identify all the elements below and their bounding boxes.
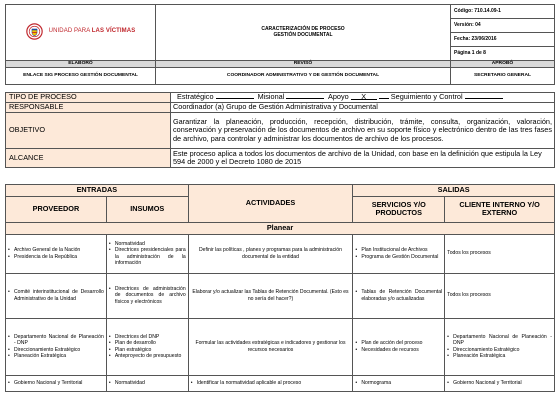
table-row — [6, 318, 555, 375]
alcance-label: ALCANCE — [6, 149, 171, 168]
responsable-label: RESPONSABLE — [6, 103, 171, 113]
list-item: • Planeación Estratégica — [447, 353, 552, 359]
tipo-apoyo: Apoyo — [328, 92, 349, 102]
table-row — [6, 234, 555, 273]
logo-emphasis: LAS VÍCTIMAS — [91, 27, 136, 34]
list-item: • Departamento Nacional de Planeación - DNP — [8, 334, 104, 346]
objetivo-value: Garantizar la planeación, producción, recepción, distribución, trámite, consulta, organización, valoración, conservación y preservación de los documentos de archivo en su soporte físico y electrónico dentro de las tres fases de archivo, para controlar y administrar los documentos de archivo de los procesos. — [171, 113, 555, 149]
list-item: • Identificar la normatividad aplicable al proceso — [191, 380, 351, 386]
tipo-misional: Misional — [257, 92, 285, 102]
servicios-header: SERVICIOS Y/O PRODUCTOS — [353, 196, 445, 222]
client-cell: Todos los procesos — [445, 234, 555, 273]
list-item: • Normatividad — [109, 380, 186, 386]
aprobo-value: SECRETARIO GENERAL — [451, 68, 555, 85]
coat-of-arms-icon — [26, 23, 43, 40]
list-item: • Planeación Estratégica — [8, 353, 104, 359]
list-item: • Gobierno Nacional y Territorial — [447, 380, 552, 386]
document-header — [5, 4, 555, 85]
document-version: Versión: 04 — [451, 19, 555, 33]
list-item: • Presidencia de la República — [8, 254, 104, 260]
process-flow-table — [5, 184, 555, 392]
tipo-estrategico: Estratégico — [177, 92, 214, 102]
aprobo-label: APROBÓ — [451, 61, 555, 68]
list-item: • Tablas de Retención Documental elaboradas y/o actualizadas — [355, 289, 442, 301]
list-item: • Plan Institucional de Archivos — [355, 247, 442, 253]
entradas-header: ENTRADAS — [6, 185, 189, 197]
logo-cell — [6, 5, 156, 61]
document-date: Fecha: 23/06/2016 — [451, 33, 555, 47]
activity-cell: Definir las políticas , planes y programas para la administración documental de la entidad — [188, 234, 353, 273]
alcance-value: Este proceso aplica a todos los documentos de archivo de la Unidad, con base en la definición que estipula la Ley 594 de 2000 y el Decreto 1080 de 2015 — [171, 149, 555, 168]
insumos-header: INSUMOS — [106, 196, 188, 222]
list-item: • Direccionamiento Estratégico — [447, 347, 552, 353]
reviso-label: REVISÓ — [156, 61, 451, 68]
list-item: • Normograma — [355, 380, 442, 386]
list-item: • Directrices del DNP — [109, 334, 186, 340]
tipo-seguimiento: Seguimiento y Control — [390, 92, 463, 102]
tipo-apoyo-mark: X — [351, 93, 377, 100]
list-item: • Necesidades de recursos — [355, 347, 442, 353]
logo-prefix: UNIDAD PARA — [48, 27, 90, 34]
client-cell: Todos los procesos — [445, 273, 555, 318]
elaboro-label: ELABORÓ — [6, 61, 156, 68]
document-code: Código: 710.14.09-1 — [451, 5, 555, 19]
list-item: • Directrices de administración de documentos de archivo físicos y electrónicos — [109, 286, 186, 304]
process-info-table — [5, 92, 555, 168]
table-row — [6, 273, 555, 318]
unidad-victimas-logo — [26, 23, 136, 40]
activity-cell: Elaborar y/o actualizar las Tablas de Retención Documental. (Esto es no sería del hacer?) — [188, 273, 353, 318]
list-item: • Directrices presidenciales para la administración de la información — [109, 247, 186, 265]
tipo-proceso-value — [171, 93, 555, 103]
list-item: • Archivo General de la Nación — [8, 247, 104, 253]
list-item: • Programa de Gestión Documental — [355, 254, 442, 260]
list-item: • Gobierno Nacional y Territorial — [8, 380, 104, 386]
objetivo-label: OBJETIVO — [6, 113, 171, 149]
list-item: • Normatividad — [109, 241, 186, 247]
list-item: • Anteproyecto de presupuesto — [109, 353, 186, 359]
actividades-header: ACTIVIDADES — [188, 185, 353, 223]
activity-cell: Formular las actividades estratégicas e indicadores y gestionar los recursos necesarios — [188, 318, 353, 375]
tipo-proceso-label: TIPO DE PROCESO — [6, 93, 171, 103]
list-item: • Plan estratégico — [109, 347, 186, 353]
table-row — [6, 375, 555, 391]
list-item: • Direccionamiento Estratégico — [8, 347, 104, 353]
title-line-1: CARACTERIZACIÓN DE PROCESO — [261, 25, 345, 32]
elaboro-value: ENLACE SIG PROCESO GESTIÓN DOCUMENTAL — [6, 68, 156, 85]
document-page: Página 1 de 8 — [451, 47, 555, 61]
title-line-2: GESTIÓN DOCUMENTAL — [273, 31, 333, 38]
cliente-header: CLIENTE INTERNO Y/O EXTERNO — [445, 196, 555, 222]
phase-planear: Planear — [6, 222, 555, 234]
list-item: • Comité interinstitucional de Desarrollo Administrativo de la Unidad — [8, 289, 104, 301]
document-title — [156, 5, 451, 61]
list-item: • Plan de acción del proceso — [355, 340, 442, 346]
salidas-header: SALIDAS — [353, 185, 555, 197]
responsable-value: Coordinador (a) Grupo de Gestión Administrativa y Documental — [171, 103, 555, 113]
reviso-value: COORDINADOR ADMINISTRATIVO Y DE GESTIÓN DOCUMENTAL — [156, 68, 451, 85]
list-item: • Departamento Nacional de Planeación - DNP — [447, 334, 552, 346]
proveedor-header: PROVEEDOR — [6, 196, 107, 222]
list-item: • Plan de desarrollo — [109, 340, 186, 346]
